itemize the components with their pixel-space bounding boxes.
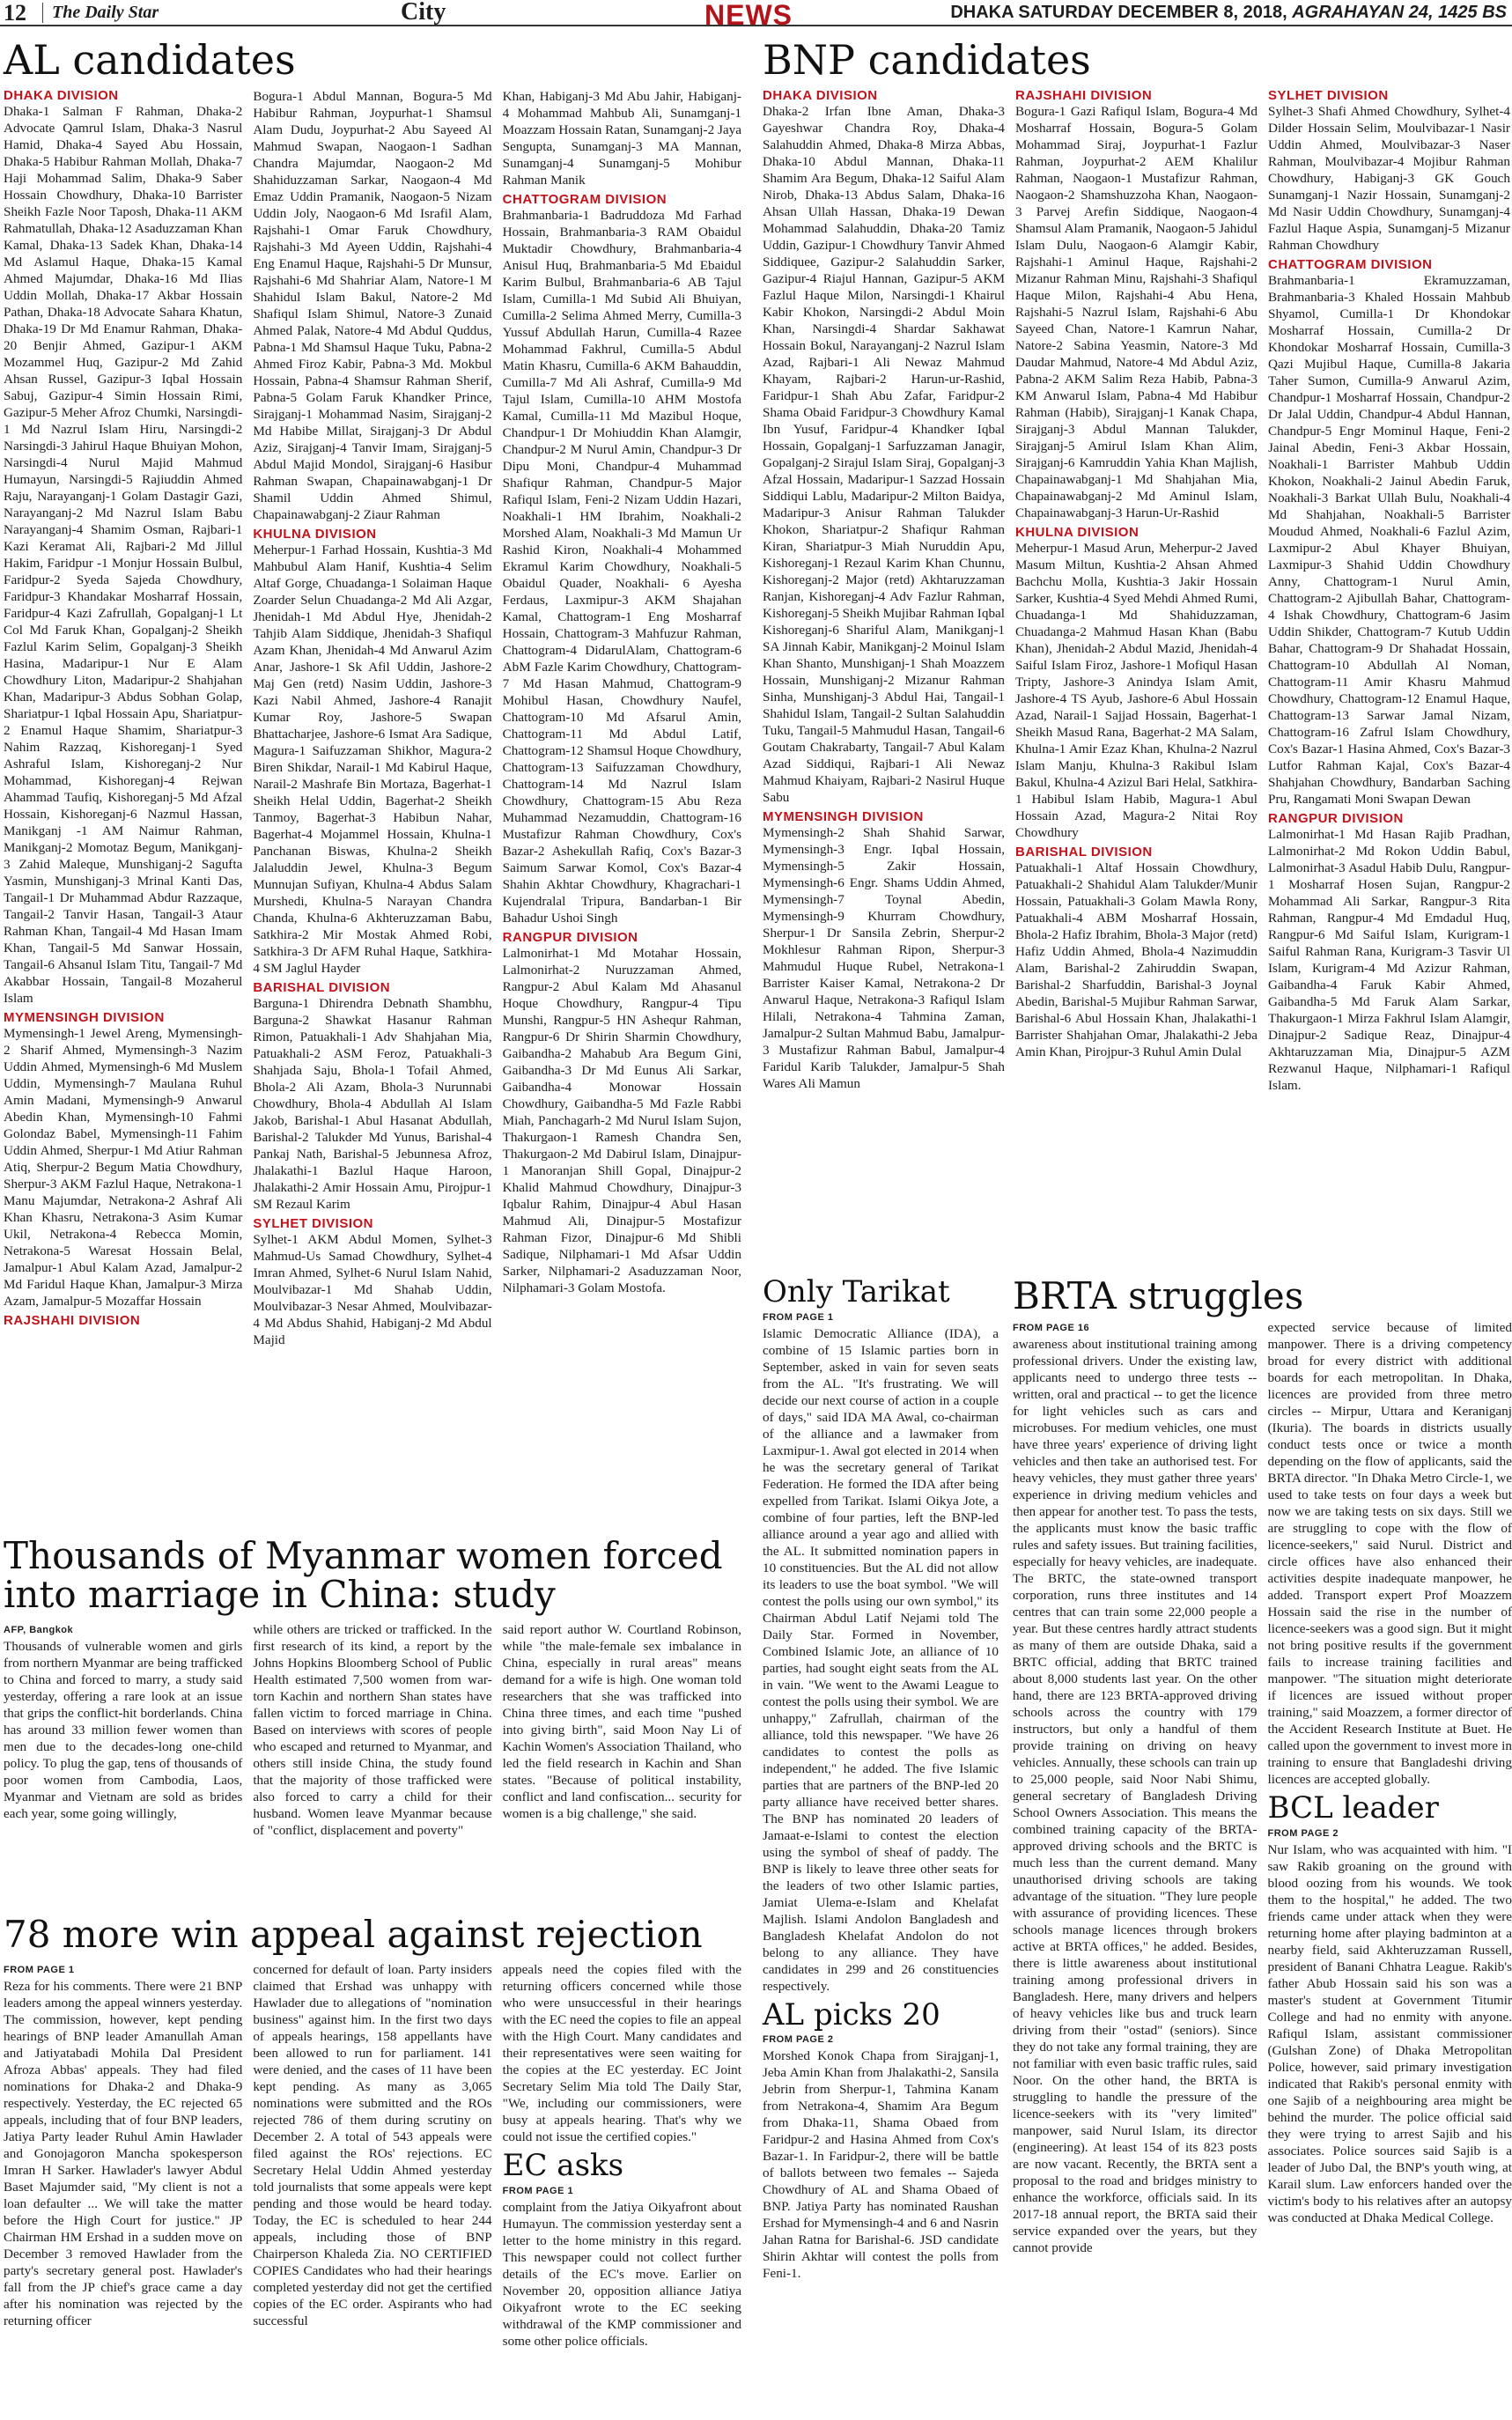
division-heading: RAJSHAHI DIVISION [1015, 88, 1153, 104]
candidate-list: Barguna-1 Dhirendra Debnath Shambhu, Barguna-2 Shawkat Hasanur Rahman Rimon, Patuakhali-1 Adv Shahjahan Mia, Patuakhali-2 ASM Feroz, Patuakhali-3 Shahjada Saju, Bhola-1 Tofail Ahmed, Bhola-2 Ali Azam, Bhola-3 Nurunnabi Chowdhury, Bhola-4 Abdullah Al Islam Jakob, Barishal-1 Abul Hasanat Abdullah, Barishal-2 Talukder Md Yunus, Barishal-4 Pankaj Nath, Barishal-5 Jebunnesa Afroz, Jhalakathi-1 Bazlul Haque Haroon, Jhalakathi-2 Amir Hossain Amu, Pirojpur-1 SM Rezaul Karim [253, 996, 492, 1213]
candidate-list: Patuakhali-1 Altaf Hossain Chowdhury, Patuakhali-2 Shahidul Alam Talukder/Munir Hossain, Patuakhali-3 Golam Mawla Rony, Patuakhali-4 ABM Mosharraf Hossain, Bhola-2 Hafiz Ibrahim, Bhola-3 Major (retd) Hafiz Uddin Ahmed, Bhola-4 Nazimuddin Alam, Barishal-2 Zahiruddin Swapan, Barishal-2 Sharfuddin, Barishal-3 Joynal Abedin, Barishal-5 Mujibur Rahman Sarwar, Barishal-6 Abul Hossain Khan, Jhalakathi-1 Barrister Shahjahan Omar, Jhalakathi-2 Jeba Amin Khan, Pirojpur-3 Ruhul Amin Dulal [1015, 860, 1258, 1060]
al-picks-from: FROM PAGE 2 [763, 2034, 834, 2046]
bnp-column [763, 88, 1005, 1097]
myanmar-text: said report author W. Courtland Robinson, while "the male-female sex imbalance in China, especially in rural areas" means demand for a wife is high. One woman told researchers that she was trafficked into China three times, and each time "pushed into giving birth", said Moon Nay Li of Kachin Women's Association Thailand, who led the field research in Kachin and Shan states. "Because of political instability, conflict and land confiscation... security for women is a big challenge," she said. [502, 1622, 741, 1822]
candidate-list: Lalmonirhat-1 Md Hasan Rajib Pradhan, Lalmonirhat-2 Md Rokon Uddin Babul, Lalmonirhat-3 Asadul Habib Dulu, Rangpur-1 Mosharraf Hosen Sujan, Rangpur-2 Mohammad Ali Sarkar, Rangpur-3 Rita Rahman, Rangpur-4 Md Emdadul Huq, Rangpur-6 Md Saiful Islam, Kurigram-1 Saiful Rahman Rana, Kurigram-3 Tasvir Ul Islam, Kurigram-4 Md Azizur Rahman, Gaibandha-4 Faruk Kabir Ahmed, Gaibandha-5 Md Faruk Alam Sarkar, Thakurgaon-1 Mirza Fakhrul Islam Alamgir, Dinajpur-2 Sadique Reaz, Dinajpur-4 Akhtaruzzaman Mia, Dinajpur-5 AZM Rezwanul Haque, Nilphamari-1 Rafiqul Islam. [1268, 827, 1510, 1094]
brta-article [1013, 1274, 1512, 2260]
al-columns [4, 88, 741, 1352]
candidate-list: Brahmanbaria-1 Ekramuzzaman, Brahmanbaria-3 Khaled Hossain Mahbub Shyamol, Cumilla-1 Dr Khondokar Mosharraf Hossain, Cumilla-2 Dr Khondokar Mosharraf Hossain, Cumilla-3 Qazi Mujibul Haque, Cumilla-8 Jakaria Taher Sumon, Cumilla-9 Anwarul Azim, Chandpur-1 Mosharraf Hossain, Chandpur-2 Dr Jalal Uddin, Chandpur-4 Abdul Hannan, Chandpur-5 Engr Mominul Haque, Feni-2 Jainal Abedin, Feni-3 Akbar Hossain, Noakhali-1 Barrister Mahbub Uddin Khokon, Noakhali-2 Jainul Abedin Faruk, Noakhali-3 Barkat Ullah Bulu, Noakhali-4 Md Shahjahan, Noakhali-5 Barrister Moudud Ahmed, Noakhali-6 Fazlul Azim, Laxmipur-2 Abul Khayer Bhuiyan, Laxmipur-3 Shahid Uddin Chowdhury Anny, Chattogram-1 Nurul Amin, Chattogram-2 Ajibullah Bahar, Chattogram-4 Ishak Chowdhury, Chattogram-6 Jasim Uddin Shikder, Chattogram-7 Kutub Uddin Bahar, Chattogram-9 Dr Shahadat Hossain, Chattogram-10 Abdullah Al Noman, Chattogram-11 Amir Khasru Mahmud Chowdhury, Chattogram-12 Enamul Haque, Chattogram-13 Sarwar Jamal Nizam, Chattogram-16 Zafrul Islam Chowdhury, Cox's Bazar-1 Hasina Ahmed, Cox's Bazar-3 Lutfor Rahman Kajal, Cox's Bazar-4 Shahjahan Chowdhury, Bandarban Saching Pru, Rangamati Moni Swapan Dewan [1268, 273, 1510, 808]
al-headline: AL candidates [4, 36, 296, 84]
division-heading: DHAKA DIVISION [763, 88, 878, 104]
division-heading: BARISHAL DIVISION [1015, 845, 1153, 860]
candidate-list: Sylhet-1 AKM Abdul Momen, Sylhet-3 Mahmud-Us Samad Chowdhury, Sylhet-4 Imran Ahmed, Sylhet-6 Nurul Islam Nahid, Moulvibazar-1 Md Shahab Uddin, Moulvibazar-3 Nesar Ahmed, Moulvibazar-4 Md Abdus Shahid, Habiganj-2 Md Abdul Majid [253, 1232, 492, 1348]
bnp-column [1015, 88, 1258, 1097]
bcl-from: FROM PAGE 2 [1267, 1827, 1339, 1839]
al-candidates-article [4, 36, 741, 1352]
division-heading: BARISHAL DIVISION [253, 980, 391, 996]
page-number: 12 [4, 0, 26, 26]
candidate-list: Meherpur-1 Masud Arun, Meherpur-2 Javed Masum Miltun, Kushtia-2 Ahsan Ahmed Bachchu Molla, Kushtia-3 Jakir Hossain Sarker, Kushtia-4 Syed Mehdi Ahmed Rumi, Chuadanga-1 Md Shahiduzzaman, Chuadanga-2 Mahmud Hasan Khan (Babu Khan), Jhenidah-2 Abdul Mazid, Jhenidah-4 Saiful Islam Firoz, Jashore-1 Mofiqul Hasan Tripty, Jashore-3 Anindya Islam Amit, Jashore-4 TS Ayub, Jashore-6 Abul Hossain Azad, Narail-1 Sajjad Hossain, Bagerhat-1 Sheikh Masud Rana, Bagerhat-2 MA Salam, Khulna-1 Amir Ezaz Khan, Khulna-2 Nazrul Islam Manju, Khulna-3 Rakibul Islam Bakul, Khulna-4 Azizul Bari Helal, Satkhira-1 Habibul Islam Habib, Magura-1 Abul Hossain Azad, Magura-2 Nitai Roy Chowdhury [1015, 541, 1258, 841]
myanmar-headline: Thousands of Myanmar women forced into marriage in China: study [4, 1534, 723, 1617]
candidate-list: Dhaka-1 Salman F Rahman, Dhaka-2 Advocate Qamrul Islam, Dhaka-3 Nasrul Hamid, Dhaka-4 Sayed Abu Hossain, Dhaka-5 Habibur Rahman Mollah, Dhaka-7 Haji Mohammad Salim, Dhaka-9 Saber Hossain Chowdhury, Dhaka-10 Barrister Sheikh Fazle Noor Taposh, Dhaka-11 AKM Rahmatullah, Dhaka-12 Asaduzzaman Khan Kamal, Dhaka-13 Sadek Khan, Dhaka-14 Md Aslamul Haque, Dhaka-15 Kamal Ahmed Majumdar, Dhaka-16 Md Ilias Uddin Mollah, Dhaka-17 Akbar Hossain Pathan, Dhaka-18 Advocate Sahara Khatun, Dhaka-19 Dr Md Enamur Rahman, Dhaka-20 Benjir Ahmed, Gazipur-1 AKM Mozammel Huq, Gazipur-2 Md Zahid Ahsan Russel, Gazipur-3 Iqbal Hossain Sabuj, Gazipur-4 Simin Hossain Rimi, Gazipur-5 Meher Afroz Chumki, Narsingdi-1 Md Nazrul Islam Hiru, Narsingdi-2 Narsingdi-3 Jahirul Haque Bhuiyan Mohon, Narsingdi-4 Nurul Majid Mahmud Humayun, Narsingdi-5 Rajiuddin Ahmed Raju, Narayanganj-1 Golam Dastagir Gazi, Narayanganj-2 Md Nazrul Islam Babu Narayanganj-4 Shamim Osman, Rajbari-1 Kazi Keramat Ali, Rajbari-2 Md Jillul Hakim, Faridpur -1 Monjur Hossain Bulbul, Faridpur-2 Syeda Sajeda Chowdhury, Faridpur-3 Khandakar Mosharraf Hossain, Faridpur-4 Kazi Zafrullah, Gopalganj-1 Lt Col Md Faruk Khan, Gopalganj-2 Sheikh Fazlul Karim Selim, Gopalganj-3 Sheikh Hasina, Madaripur-1 Nur E Alam Chowdhury Liton, Madaripur-2 Shahjahan Khan, Madaripur-3 Abdus Sobhan Golap, Shariatpur-1 Iqbal Hossain Apu, Shariatpur-2 Enamul Haque Shamim, Shariatpur-3 Nahim Razzaq, Kishoreganj-1 Syed Ashraful Islam, Kishoreganj-2 Nur Mohammad, Kishoreganj-4 Rejwan Ahammad Taufiq, Kishoreganj-5 Md Afzal Hossain, Kishoreganj-6 Nazmul Hassan, Manikganj -1 AM Naimur Rahman, Manikganj-2 Momotaz Begum, Manikganj-3 Zahid Maleque, Munshiganj-2 Sagufta Yasmin, Munshiganj-3 Mrinal Kanti Das, Tangail-1 Dr Muhammad Abdur Razzaque, Tangail-2 Tanvir Hasan, Tangail-3 Ataur Rahman Khan, Tangail-4 Md Hasan Imam Khan, Tangail-5 Md Sanwar Hossain, Tangail-6 Ahsanul Islam Titu, Tangail-7 Md Akabbar Hossain, Tangail-8 Mozaherul Islam [4, 104, 243, 1007]
division-heading: MYMENSINGH DIVISION [4, 1010, 165, 1026]
myanmar-byline: AFP, Bangkok [4, 1625, 74, 1636]
division-heading: KHULNA DIVISION [1015, 525, 1140, 541]
dateline: DHAKA SATURDAY DECEMBER 8, 2018, AGRAHAYAN 24, 1425 BS [950, 3, 1507, 22]
division-heading: MYMENSINGH DIVISION [763, 809, 924, 825]
al-column [253, 88, 491, 1352]
candidate-list: Lalmonirhat-1 Md Motahar Hossain, Lalmonirhat-2 Nuruzzaman Ahmed, Rangpur-2 Abul Kalam Md Ahasanul Hoque Chowdhury, Rangpur-4 Tipu Munshi, Rangpur-5 HN Ashequr Rahman, Rangpur-6 Dr Shirin Sharmin Chowdhury, Gaibandha-2 Mahabub Ara Begum Gini, Gaibandha-3 Dr Md Eunus Ali Sarkar, Gaibandha-4 Monowar Hossain Chowdhury, Gaibandha-5 Md Fazle Rabbi Miah, Panchagarh-2 Md Nurul Islam Sujon, Thakurgaon-1 Ramesh Chandra Sen, Thakurgaon-2 Md Dabirul Islam, Dinajpur-1 Manoranjan Shill Gopal, Dinajpur-2 Khalid Mahmud Chowdhury, Dinajpur-3 Iqbalur Rahim, Dinajpur-4 Abul Hasan Mahmud Ali, Dinajpur-5 Mostafizur Rahman Fizor, Dinajpur-6 Md Shibli Sadique, Nilphamari-1 Md Afsar Uddin Sarker, Nilphamari-2 Asaduzzaman Noor, Nilphamari-3 Golam Mostofa. [502, 946, 741, 1296]
ec-asks-text: complaint from the Jatiya Oikyafront about Humayun. The commission yesterday sent a letter to the home ministry in this regard. This newspaper could not collect further details of the EC's move. Earlier on November 20, opposition alliance Jatiya Oikyafront wrote to the EC seeking withdrawal of the KMP commissioner and some other police officials. [502, 2199, 741, 2349]
appeal-from: FROM PAGE 1 [4, 1965, 75, 1976]
bcl-text: Nur Islam, who was acquainted with him. "I saw Rakib groaning on the ground with blood oozing from his wounds. We took them to the hospital," he added. The two friends came under attack when they were returning home after playing badminton at a nearby field, said Akhteruzzaman Russell, president of Banani Chhatra League. Rakib's father Abub Hossain said his son was a master's student at Government Titumir College and had no enmity with anyone. Rafiqul Islam, assistant commissioner (Gulshan Zone) of Dhaka Metropolitan Police, however, said primary investigation indicated that Rakib's personal enmity with one Sajib of a neighbouring area might be behind the murder. The police official said they were trying to arrest Sajib and his associates. Police sources said Sajib is a leader of Jubo Dal, the BNP's youth wing, at Karail slum. Law enforcers handed over the victim's body to his relatives after an autopsy was conducted at Dhaka Medical College. [1267, 1841, 1512, 2225]
division-heading: CHATTOGRAM DIVISION [1268, 257, 1433, 273]
division-heading: RAJSHAHI DIVISION [4, 1313, 141, 1329]
ec-asks-headline: EC asks [502, 2148, 624, 2184]
news-label: NEWS [704, 0, 793, 31]
ec-asks-from: FROM PAGE 1 [502, 2185, 574, 2196]
newspaper-name: The Daily Star [42, 3, 159, 23]
brta-headline: BRTA struggles [1013, 1274, 1304, 1317]
myanmar-article [4, 1534, 741, 1842]
masthead [0, 0, 1512, 31]
candidate-list: Sylhet-3 Shafi Ahmed Chowdhury, Sylhet-4 Dilder Hossain Selim, Moulvibazar-1 Nasir Uddin Ahmed, Moulvibazar-3 Naser Rahman, Moulvibazar-4 Mojibur Rahman Chowdhury, Habiganj-3 GK Gouch Sunamganj-1 Nazir Hossain, Sunamganj-2 Md Nasir Uddin Chowdhury, Sunamganj-4 Fazlul Haque Aspia, Sunamganj-5 Mizanur Rahman Chowdhury [1268, 104, 1510, 254]
al-column [4, 88, 242, 1352]
division-heading: RANGPUR DIVISION [1268, 811, 1404, 827]
appeal-text: Reza for his comments. There were 21 BNP leaders among the appeal winners yesterday. The commission, however, kept pending hearings of BNP leader Amanullah Aman and Jatiyatabadi Mohila Dal President Afroza Abbas' appeals. They had filed nominations for Dhaka-2 and Dhaka-9 respectively. Yesterday, the EC rejected 65 appeals, including that of four BNP leaders, Jatiya Party leader Ruhul Amin Hawlader and Gonojagoron Mancha spokesperson Imran H Sarker. Hawlader's lawyer Abdul Baset Majumder said, "My client is not a loan defaulter ... We will take the matter before the High Court for justice." JP Chairman HM Ershad in a sudden move on December 3 removed Hawlader from the party's secretary general post. Hawlader's fall from the JP chief's grace came a day after his nomination was rejected by the returning officer [4, 1979, 243, 2329]
appeal-article [4, 1915, 741, 2353]
candidate-list: Mymensingh-1 Jewel Areng, Mymensingh-2 Sharif Ahmed, Mymensingh-3 Nazim Uddin Ahmed, Mymensingh-6 Md Muslem Uddin, Mymensingh-7 Maulana Ruhul Amin Madani, Mymensingh-9 Anwarul Abedin Khan, Mymensingh-10 Fahmi Golondaz Babel, Mymensingh-11 Fahim Uddin Ahmed, Sherpur-1 Md Atiur Rahman Atiq, Sherpur-2 Begum Matia Chowdhury, Sherpur-3 AKM Fazlul Haque, Netrakona-1 Manu Majumdar, Netrakona-2 Ashraf Ali Khan Khasru, Netrakona-3 Asim Kumar Ukil, Netrakona-4 Rebecca Momin, Netrakona-5 Waresat Hossain Belal, Jamalpur-1 Abul Kalam Azad, Jamalpur-2 Md Faridul Haque Khan, Jamalpur-3 Mirza Azam, Jamalpur-5 Mozaffar Hossain [4, 1026, 243, 1310]
candidate-list: Dhaka-2 Irfan Ibne Aman, Dhaka-3 Gayeshwar Chandra Roy, Dhaka-4 Salahuddin Ahmed, Dhaka-8 Mirza Abbas, Dhaka-10 Abdul Mannan, Dhaka-11 Shamim Ara Begum, Dhaka-12 Saiful Alam Nirob, Dhaka-13 Abdus Salam, Dhaka-16 Ahsan Ullah Hassan, Dhaka-19 Dewan Mohammad Salahuddin, Dhaka-20 Tamiz Uddin, Gazipur-1 Chowdhury Tanvir Ahmed Siddiquee, Gazipur-2 Salahuddin Sarker, Gazipur-4 Riajul Hannan, Gazipur-5 AKM Fazlul Haque Milon, Narsingdi-1 Khairul Kabir Khokon, Narsingdi-2 Abdul Moin Khan, Narsingdi-4 Shardar Sakhawat Hossain Bokul, Narayanganj-2 Nazrul Islam Azad, Rajbari-1 Ali Newaz Mahmud Khayam, Rajbari-2 Harun-ur-Rashid, Faridpur-1 Shah Abu Zafar, Faridpur-2 Shama Obaid Faridpur-3 Chowdhury Kamal Ibn Yusuf, Faridpur-4 Khandker Iqbal Hossain, Gopalganj-1 Sarfuzzaman Janagir, Gopalganj-2 Sirajul Islam Siraj, Gopalganj-3 Afzal Hossain, Madaripur-1 Sazzad Hossain Siddiqui Lablu, Madaripur-2 Milton Baidya, Madaripur-3 Anisur Rahman Talukder Khokon, Shariatpur-2 Shafiqur Rahman Kiran, Shariatpur-3 Miah Nuruddin Apu, Kishoreganj-1 Rezaul Karim Khan Chunnu, Kishoreganj-2 Major (retd) Akhtaruzzaman Ranjan, Kishoreganj-4 Adv Fazlur Rahman, Kishoreganj-5 Sheikh Mujibar Rahman Iqbal Kishoreganj-6 Shariful Alam, Manikganj-1 SA Jinnah Kabir, Manikganj-2 Moinul Islam Khan Shanto, Munshiganj-1 Shah Moazzem Hossain, Munshiganj-2 Mizanur Rahman Sinha, Munshiganj-3 Abdul Hai, Tangail-1 Shahidul Islam, Tangail-2 Sultan Salahuddin Tuku, Tangail-5 Mahmudul Hasan, Tangail-6 Goutam Chakrabarty, Tangail-7 Abul Kalam Azad Siddiqui, Rajbari-1 Ali Newaz Mahmud Khaiyam, Rajbari-2 Nasirul Huque Sabu [763, 104, 1006, 806]
bnp-columns [763, 88, 1510, 1097]
brta-from: FROM PAGE 16 [1013, 1323, 1090, 1334]
brta-text: expected service because of limited manpower. There is a driving competency broad for every district with additional boards for each metropolitan. In Dhaka, licences are provided from three metro circles -- Mirpur, Uttara and Keraniganj (Ikuria). The boards in districts usually conduct tests once or twice a month depending on the flow of applicants, said the BRTA director. "In Dhaka Metro Circle-1, we used to take tests on four days a week but now we are taking tests on six days. Still we are struggling to cope with the flow of licence-seekers," said Nurul. District and circle offices have also enhanced their activities despite inadequate manpower, he added. Transport expert Prof Moazzem Hossain said the rise in the number of licence-seekers was a good sign. But it might not bring positive results if the government fails to increase training facilities and manpower. "The situation might deteriorate if licences are issued without proper training," said Moazzem, a former director of the Accident Research Institute at Buet. He called upon the government to invest more in training to ensure that Bangladeshi driving licences are accepted globally. [1267, 1320, 1512, 1788]
appeal-text: concerned for default of loan. Party insiders claimed that Ershad was unhappy with Hawlader due to allegations of "nomination business" against him. In the first two days of appeals hearings, 158 appellants have been allowed to run for parliament. 141 were denied, and the cases of 11 have been kept pending. As many as 3,065 nominations were submitted and the ROs rejected 786 of them during scrutiny on December 2. A total of 543 appeals were filed against the ROs' rejections. EC Secretary Helal Uddin Ahmed yesterday told journalists that some appeals were kept pending and those would be heard today. Today, the EC is scheduled to hear 244 appeals, including those of BNP Chairperson Khaleda Zia. NO CERTIFIED COPIES Candidates who had their hearings completed yesterday did not get the certified copies of the EC order. Aspirants who had successful [253, 1962, 492, 2329]
candidate-list: Bogura-1 Gazi Rafiqul Islam, Bogura-4 Md Mosharraf Hossain, Bogura-5 Golam Mohammad Siraj, Joypurhat-1 Fazlur Rahman, Joypurhat-2 AEM Khalilur Rahman, Naogaon-1 Mustafizur Rahman, Naogaon-2 Shamshuzzoha Khan, Naogaon- 3 Parvej Arefin Siddique, Naogaon-4 Shamsul Alam Pramanik, Naogaon-5 Jahidul Islam Dulu, Naogaon-6 Alamgir Kabir, Rajshahi-1 Aminul Haque, Rajshahi-2 Mizanur Rahman Minu, Rajshahi-3 Shafiqul Haque Milon, Rajshahi-4 Abu Hena, Rajshahi-5 Nazrul Islam, Rajshahi-6 Abu Sayeed Chan, Natore-1 Kamrun Nahar, Natore-2 Sabina Yeasmin, Natore-3 Md Daudar Mahmud, Natore-4 Md Abdul Aziz, Pabna-2 AKM Salim Reza Habib, Pabna-3 KM Anwarul Islam, Pabna-4 Md Habibur Rahman (Habib), Sirajganj-1 Kanak Chapa, Sirajganj-3 Abdul Mannan Talukder, Sirajganj-5 Amirul Islam Khan Alim, Sirajganj-6 Kamruddin Yahia Khan Majlish, Chapainawabganj-1 Md Shahjahan Mia, Chapainawabganj-2 Md Aminul Islam, Chapainawabganj-3 Harun-Ur-Rashid [1015, 104, 1258, 521]
bcl-headline: BCL leader [1267, 1790, 1439, 1826]
myanmar-text: Thousands of vulnerable women and girls from northern Myanmar are being trafficked to China and forced to marry, a study said yesterday, offering a rare look at an issue that grips the conflict-hit borderlands. China has around 33 million fewer women than men due to the decades-long one-child policy. To plug the gap, tens of thousands of poor women from Cambodia, Laos, Myanmar and Vietnam are sold as brides each year, some going willingly, [4, 1639, 243, 1822]
division-heading: RANGPUR DIVISION [502, 930, 638, 946]
al-column [503, 88, 741, 1352]
al-picks-headline: AL picks 20 [763, 1996, 940, 2033]
bnp-candidates-article [763, 36, 1510, 1097]
tarikat-text: Islamic Democratic Alliance (IDA), a combine of 15 Islamic parties born in September, asked in vain for seven seats from the AL. "It's frustrating. We will decide our next course of action in a couple of days," said IDA MA Awal, co-chairman of the alliance and a lawmaker from Laxmipur-1. Awal got elected in 2014 when he was the secretary general of Tarikat Federation. He formed the IDA after being expelled from Tarikat. Islami Oikya Jote, a combine of four parties, left the BNP-led alliance around a year ago and allied with the AL. It submitted nomination papers in 10 constituencies. But the AL did not allow its leaders to use the boat symbol. "We will contest the polls using our own symbol," its Chairman Abdul Latif Nejami told The Daily Star. Formed in November, Combined Islamic Jote, an alliance of 10 parties, had sought eight seats from the AL in vain. "We went to the Awami League to contest the polls using their symbol. We are unhappy," Zafrullah, chairman of the alliance, told this newspaper. "We have 26 candidates to contest the polls as independent," he added. The five Islamic parties that are partners of the BNP-led 20 party alliance have received better shares. The BNP has nominated 20 leaders of Jamaat-e-Islami to contest the election using the symbol of sheaf of paddy. The BNP is likely to leave three other seats for the leaders of two other Islamic parties, Jamiat Ulema-e-Islam and Khelafat Majlish. Islami Andolon Bangladesh and Bangladesh Khelafat Andolon do not belong to any alliance. They have candidates in 299 and 26 constituencies respectively. [763, 1325, 999, 1994]
bnp-column [1268, 88, 1510, 1097]
candidate-list: Mymensingh-2 Shah Shahid Sarwar, Mymensingh-3 Engr. Iqbal Hossain, Mymensingh-5 Zakir Hossain, Mymensingh-6 Engr. Shams Uddin Ahmed, Mymensingh-7 Toynal Abedin, Mymensingh-9 Khurram Chowdhury, Sherpur-1 Dr Sansila Zebrin, Sherpur-2 Mokhlesur Rahman Ripon, Sherpur-3 Mahmudul Huque Rubel, Netrakona-1 Barrister Kaiser Kamal, Netrakona-2 Dr Anwarul Haque, Netrakona-3 Rafiqul Islam Hilali, Netrakona-4 Tahmina Zaman, Jamalpur-2 Sultan Mahmud Babu, Jamalpur-3 Mustafizur Rahman Babul, Jamalpur-4 Faridul Karib Talukder, Jamalpur-5 Shah Wares Ali Mamun [763, 825, 1005, 1092]
division-heading: DHAKA DIVISION [4, 88, 119, 104]
appeal-headline: 78 more win appeal against rejection [4, 1913, 703, 1956]
section-title: City [401, 0, 446, 26]
bnp-headline: BNP candidates [763, 36, 1091, 84]
candidate-list: Khan, Habiganj-3 Md Abu Jahir, Habiganj-4 Mohammad Mahbub Ali, Sunamganj-1 Moazzam Hossain Ratan, Sunamganj-2 Jaya Sengupta, Sunamganj-3 MA Mannan, Sunamganj-4 Sunamganj-5 Mohibur Rahman Manik [502, 89, 741, 188]
division-heading: KHULNA DIVISION [253, 527, 377, 542]
division-heading: SYLHET DIVISION [1268, 88, 1389, 104]
tarikat-headline: Only Tarikat [763, 1274, 950, 1310]
division-heading: SYLHET DIVISION [253, 1216, 374, 1232]
al-picks-text: Morshed Konok Chapa from Sirajganj-1, Jeba Amin Khan from Jhalakathi-2, Sansila Jebrin from Sherpur-1, Tahmina Kanam from Netrakona-4, Shamim Ara Begum from Dhaka-11, Shama Obaed from Faridpur-2 and Hasina Ahmed from Cox's Bazar-1. In Faridpur-2, there will be battle of ballots between two females -- Sajeda Chowdhury of AL and Shama Obaed of BNP. Jatiya Party has nominated Raushan Ershad for Mymensingh-4 and 6 and Nasrin Jahan Ratna for Barishal-6. JSD candidate Shirin Akhtar will contest the polls from Feni-1. [763, 2048, 999, 2282]
tarikat-from: FROM PAGE 1 [763, 1311, 834, 1323]
tarikat-article [763, 1274, 999, 2285]
myanmar-text: while others are tricked or trafficked. In the first research of its kind, a report by the Johns Hopkins Bloomberg School of Public Health estimated 7,500 women from war-torn Kachin and northern Shan states have fallen victim to forced marriage in China. Based on interviews with scores of people who escaped and returned to Myanmar, and others still inside China, the study found that the majority of those trafficked were also forced to carry a child for their husband. Women leave Myanmar because of "conflict, displacement and poverty" [253, 1622, 492, 1839]
candidate-list: Meherpur-1 Farhad Hossain, Kushtia-3 Md Mahbubul Alam Hanif, Kushtia-4 Selim Altaf Gorge, Chuadanga-1 Solaiman Haque Zoarder Selun Chuadanga-2 Md Ali Azgar, Jhenidah-1 Md Abdul Hye, Jhenidah-2 Tahjib Alam Siddique, Jhenidah-3 Shafiqul Azam Khan, Jhenidah-4 Md Anwarul Azim Anar, Jashore-1 Sk Afil Uddin, Jashore-2 Maj Gen (retd) Nasim Uddin, Jashore-3 Kazi Nabil Ahmed, Jashore-4 Ranajit Kumar Roy, Jashore-5 Swapan Bhattacharjee, Jashore-6 Ismat Ara Sadique, Magura-1 Saifuzzaman Shikhor, Magura-2 Biren Shikdar, Narail-1 Md Kabirul Haque, Narail-2 Mashrafe Bin Mortaza, Bagerhat-1 Sheikh Helal Uddin, Bagerhat-2 Sheikh Tanmoy, Bagerhat-3 Habibun Nahar, Bagerhat-4 Mojammel Hossain, Khulna-1 Panchanan Biswas, Khulna-2 Sheikh Jalaluddin Jewel, Khulna-3 Begum Munnujan Sufiyan, Khulna-4 Abdus Salam Murshedi, Khulna-5 Narayan Chandra Chanda, Khulna-6 Akhteruzzaman Babu, Satkhira-2 Mir Mostak Ahmed Robi, Satkhira-3 Dr AFM Ruhal Haque, Satkhira-4 SM Jaglul Hayder [253, 542, 492, 977]
appeal-text: appeals need the copies filed with the returning officers concerned while those who were unsuccessful in their hearings with the EC need the copies to file an appeal with the High Court. Many candidates and their representatives were seen waiting for the copies at the EC yesterday. EC Joint Secretary Selim Mia told The Daily Star, "We, including our commissioners, were busy at appeals hearing. That's why we could not issue the certified copies." [502, 1962, 741, 2145]
division-heading: CHATTOGRAM DIVISION [502, 192, 667, 208]
brta-text: awareness about institutional training among professional drivers. Under the existing law, applicants need to undergo three tests -- written, oral and practical -- to get the licence for light vehicles such as cars and microbuses. For medium vehicles, one must have three years' experience of driving light vehicles and then take an authorised test. For heavy vehicles, they must gather three years' experience in driving medium vehicles and then appear for another test. To pass the tests, the applicants must know the basic traffic rules and safety issues. But training facilities, especially for heavy vehicles, are inadequate. The BRTC, the state-owned transport corporation, runs three institutes and 14 centres that can train some 22,000 people a year. But these centres hardly attract students as many of them are outside Dhaka, said a BRTC official, adding that BRTC trained about 8,000 students last year. On the other hand, there are 123 BRTA-approved driving schools across the country with 179 instructors, but only a handful of them provide training on driving on heavy vehicles. Annually, these schools can train up to 25,000 people, said Noor Nabi Shimu, general secretary of Bangladesh Driving School Owners Association. This means the combined training capacity of the BRTA-approved driving schools and the BRTC is much less than the current demand. Many unauthorised driving schools are taking advantage of the situation. "They lure people with assurance of providing licences. These schools manage licences through brokers active at BRTA offices," he added. Besides, there is little awareness about institutional training among professional drivers in Bangladesh. Here, many drivers and helpers of heavy vehicles like bus and truck learn driving from their "ostad" (seniors). Since they do not take any formal training, they are not familiar with even basic traffic rules, said Noor. On the other hand, the BRTA is struggling to handle the pressure of the licence-seekers with its "very limited" manpower, said Nurul Islam, its director (engineering). At least 154 of its 823 posts are now vacant. Recently, the BRTA sent a proposal to the road and bridges ministry to enhance the workforce, officials said. In its 2017-18 annual report, the BRTA said their service expanded over the years, but they cannot provide [1013, 1337, 1258, 2256]
candidate-list: Brahmanbaria-1 Badruddoza Md Farhad Hossain, Brahmanbaria-3 RAM Obaidul Muktadir Chowdhury, Brahmanbaria-4 Anisul Huq, Brahmanbaria-5 Md Ebaidul Karim Bulbul, Brahmanbaria-6 AB Tajul Islam, Cumilla-1 Md Subid Ali Bhuiyan, Cumilla-2 Selima Ahmed Merry, Cumilla-3 Yussuf Abdullah Harun, Cumilla-4 Razee Mohammad Fakhrul, Cumilla-5 Abdul Matin Khasru, Cumilla-6 AKM Bahauddin, Cumilla-7 Md Ali Ashraf, Cumilla-9 Md Tajul Islam, Cumilla-10 AHM Mostofa Kamal, Cumilla-11 Md Mazibul Hoque, Chandpur-1 Dr Mohiuddin Khan Alamgir, Chandpur-2 M Nurul Amin, Chandpur-3 Dr Dipu Moni, Chandpur-4 Muhammad Shafiqur Rahman, Chandpur-5 Major Rafiqul Islam, Feni-2 Nizam Uddin Hazari, Noakhali-1 HM Ibrahim, Noakhali-2 Morshed Alam, Noakhali-3 Md Mamun Ur Rashid Kiron, Noakhali-4 Mohammed Ekramul Karim Chowdhury, Noakhali-5 Obaidul Quader, Noakhali- 6 Ayesha Ferdaus, Laxmipur-3 AKM Shajahan Kamal, Chattogram-1 Eng Mosharraf Hossain, Chattogram-3 Mahfuzur Rahman, Chattogram-4 DidarulAlam, Chattogram-6 AbM Fazle Karim Chowdhury, Chattogram-7 Md Hasan Mahmud, Chattogram-9 Mohibul Hasan, Chowdhury Naufel, Chattogram-10 Md Afsarul Amin, Chattogram-11 Md Abdul Latif, Chattogram-12 Shamsul Hoque Chowdhury, Chattogram-13 Saifuzzaman Chowdhury, Chattogram-14 Md Nazrul Islam Chowdhury, Chattogram-15 Abu Reza Muhammad Nezamuddin, Chattogram-16 Mustafizur Rahman Chowdhury, Cox's Bazar-2 Ashekullah Rafiq, Cox's Bazar-3 Saimum Sarwar Komol, Cox's Bazar-4 Shahin Akhtar Chowdhury, Khagrachari-1 Kujendralal Tripura, Bandarban-1 Bir Bahadur Ushoi Singh [502, 208, 741, 926]
candidate-list: Bogura-1 Abdul Mannan, Bogura-5 Md Habibur Rahman, Joypurhat-1 Shamsul Alam Dudu, Joypurhat-2 Abu Sayeed Al Mahmud Swapan, Naogaon-1 Sadhan Chandra Majumdar, Naogaon-2 Md Shahiduzzaman Sarkar, Naogaon-4 Md Emaz Uddin Pramanik, Naogaon-5 Nizam Uddin Joly, Naogaon-6 Md Israfil Alam, Rajshahi-1 Omar Faruk Chowdhury, Rajshahi-3 Md Ayeen Uddin, Rajshahi-4 Eng Enamul Haque, Rajshahi-5 Dr Munsur, Rajshahi-6 Md Shahriar Alam, Natore-1 M Shahidul Islam Bakul, Natore-2 Md Shafiqul Islam Shimul, Natore-3 Zunaid Ahmed Palak, Natore-4 Md Abdul Quddus, Pabna-1 Md Shamsul Haque Tuku, Pabna-2 Ahmed Firoz Kabir, Pabna-3 Md. Mokbul Hossain, Pabna-4 Shamsur Rahman Sherif, Pabna-5 Golam Faruk Khandker Prince, Sirajganj-1 Mohammad Nasim, Sirajganj-2 Md Habibe Millat, Sirajganj-3 Dr Abdul Aziz, Sirajganj-4 Tanvir Imam, Sirajganj-5 Abdul Majid Mondol, Sirajganj-6 Hasibur Rahman Swapan, Chapainawabganj-1 Dr Shamil Uddin Ahmed Shimul, Chapainawabganj-2 Ziaur Rahman [253, 89, 492, 523]
